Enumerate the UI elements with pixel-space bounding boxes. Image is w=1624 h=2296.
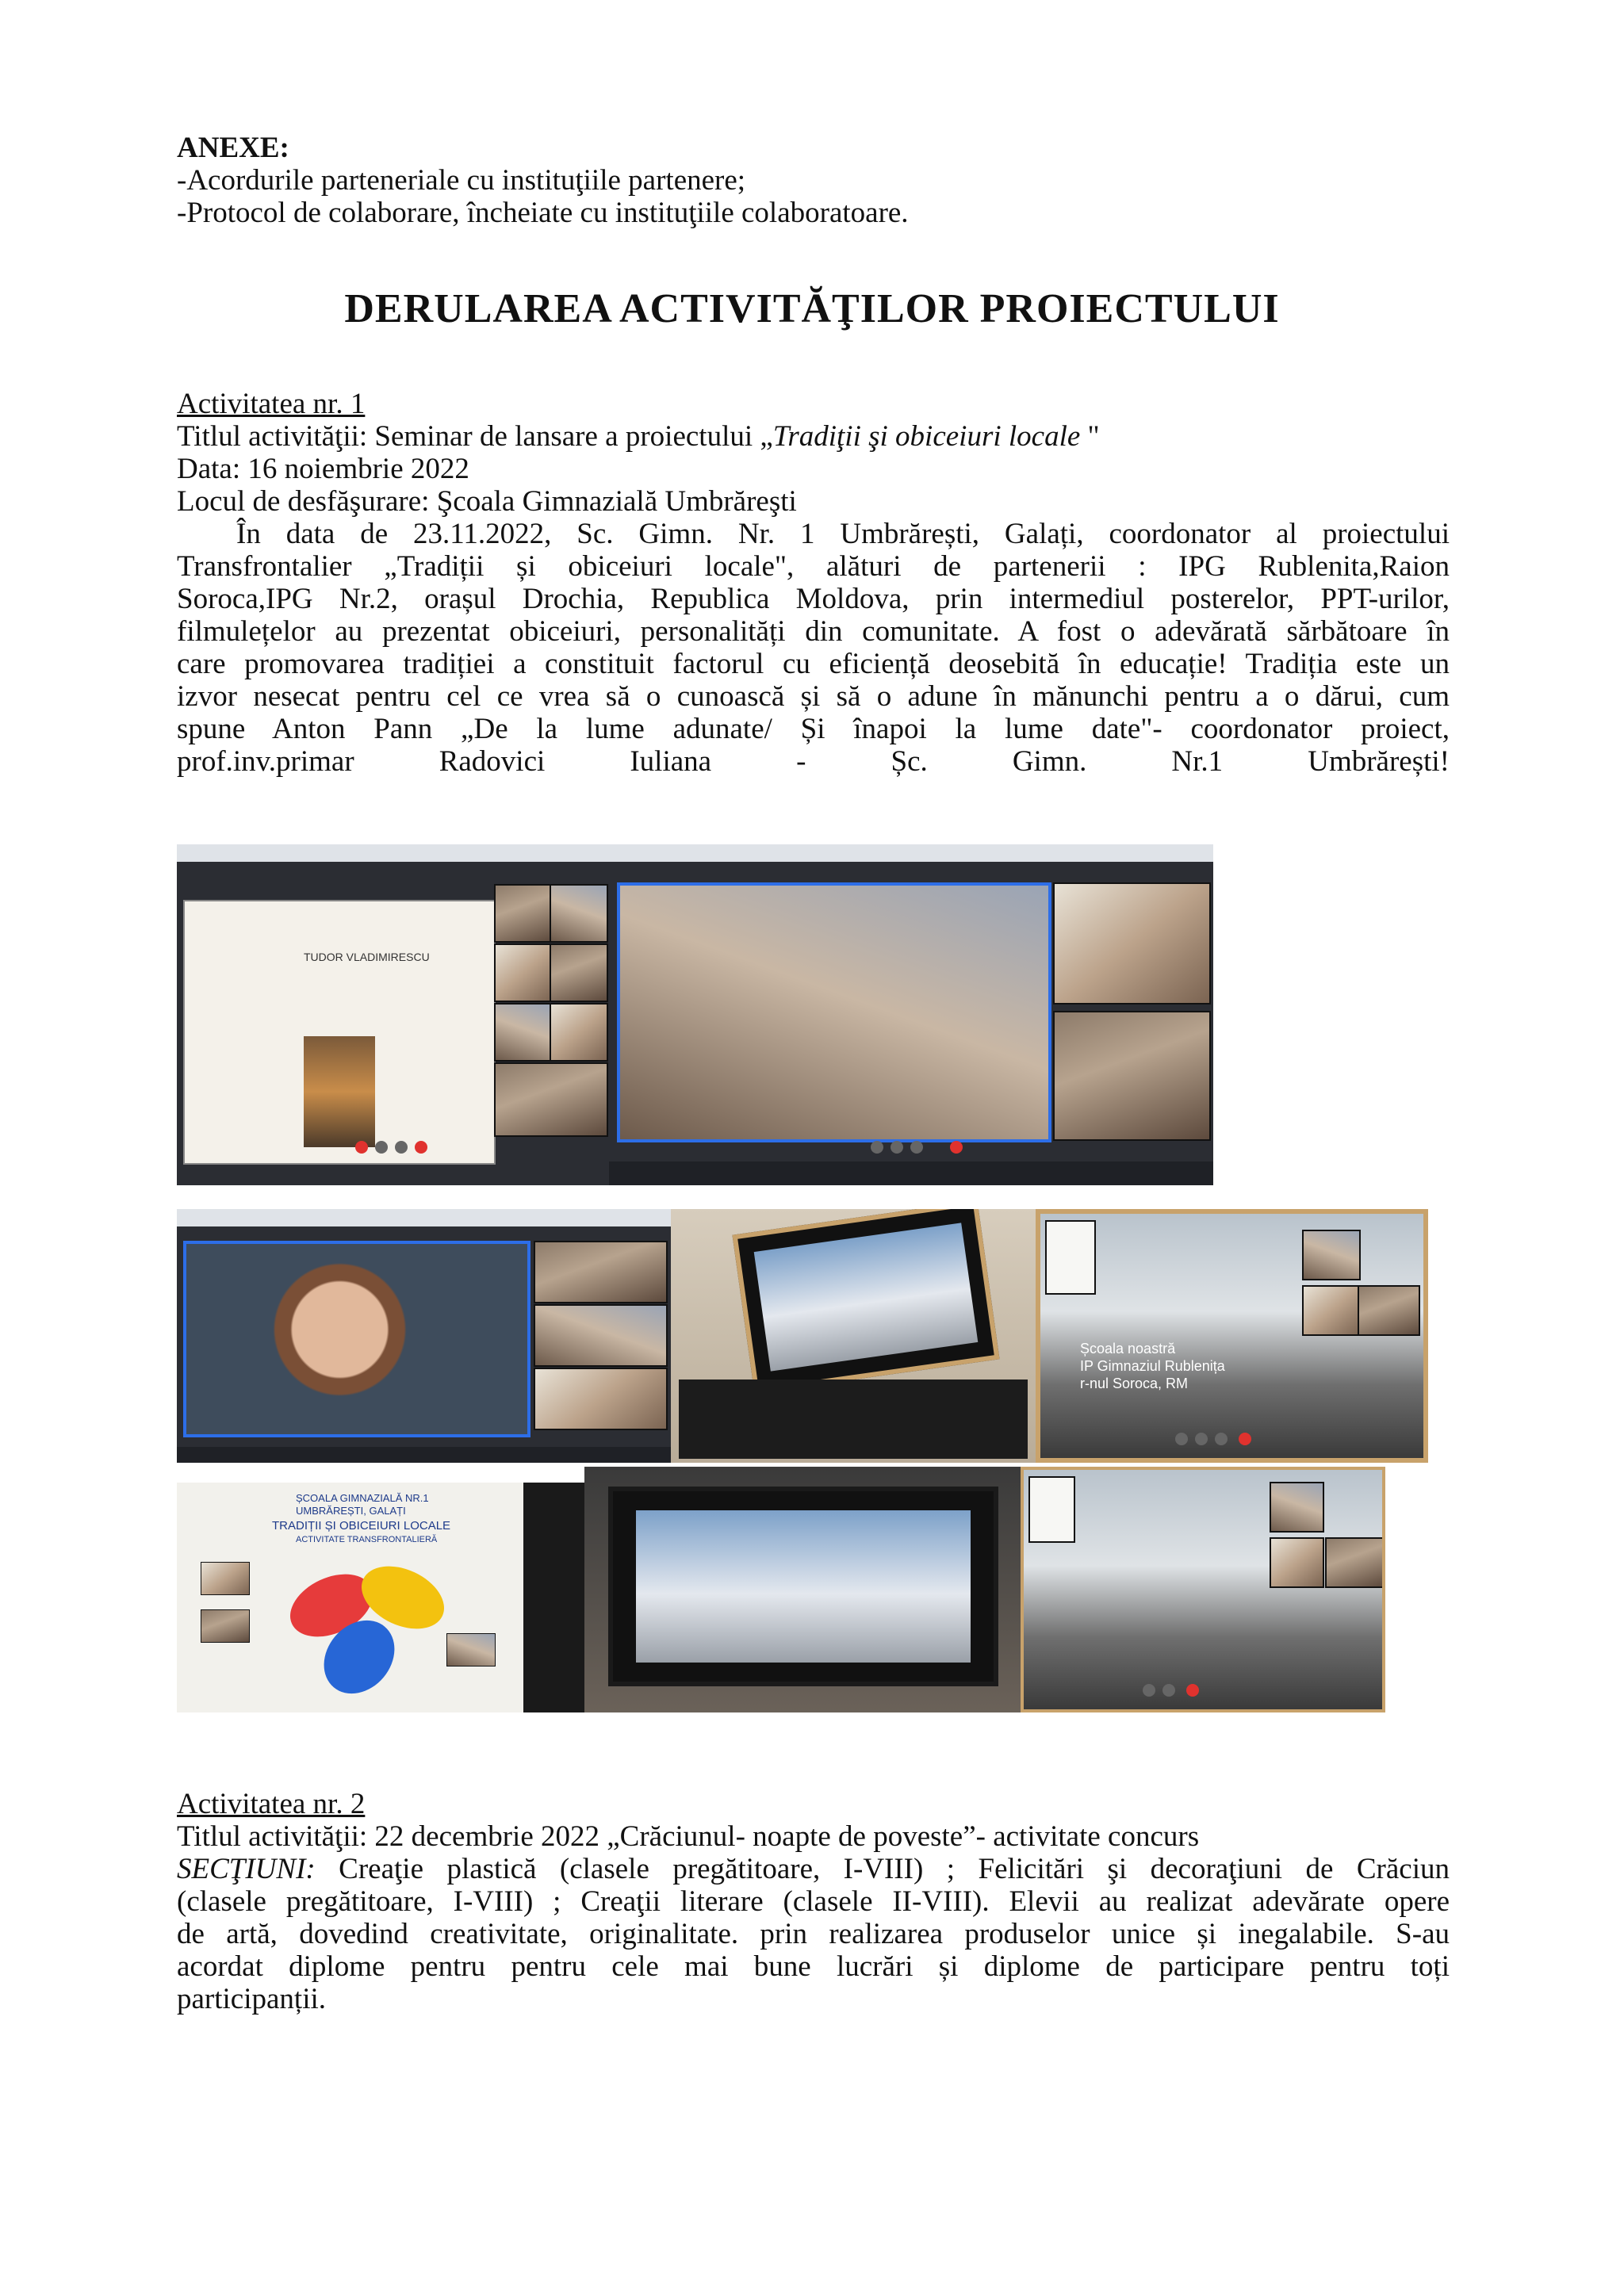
activity-1-location: Locul de desfăşurare: Şcoala Gimnazială Umbrăreşti — [177, 485, 797, 518]
video-call-screenshot-right — [609, 844, 1213, 1185]
activity-1-date: Data: 16 noiembrie 2022 — [177, 453, 469, 485]
slide-caption: TUDOR VLADIMIRESCU — [304, 951, 430, 963]
description-line: Transfrontalier „Tradiții și obiceiuri locale", alături de partenerii : IPG Rublenita,Raion — [177, 550, 1450, 583]
section-title: DERULAREA ACTIVITĂŢILOR PROIECTULUI — [344, 286, 1280, 331]
description-line: de artă, dovedind creativitate, originalitate. prin realizarea produselor unice și inegalabile. S-au — [177, 1918, 1450, 1950]
participant-tile — [494, 1062, 608, 1137]
participant-tile — [1358, 1285, 1420, 1336]
activity-1-block — [177, 388, 1450, 778]
school-presentation-photo — [1036, 1209, 1428, 1463]
activity-2-sections: SECŢIUNI: Creaţie plastică (clasele pregătitoare, I-VIII) ; Felicitări şi decoraţiuni de Crăciun — [177, 1853, 1450, 1885]
project-logo — [1028, 1476, 1075, 1543]
video-call-screenshot-left — [177, 844, 609, 1185]
participant-tile — [534, 1368, 668, 1430]
sections-label: SECŢIUNI: — [177, 1853, 316, 1885]
annexes-heading: ANEXE: — [177, 132, 289, 164]
school-presentation-photo-2 — [1021, 1467, 1385, 1712]
description-line: participanții. — [177, 1983, 327, 2015]
description-line: Soroca,IPG Nr.2, orașul Drochia, Republica Moldova, prin intermediul posterelor, PPT-urilor, — [177, 583, 1450, 615]
activity-1-title-italic: Tradiţii şi obiceiuri locale — [772, 420, 1081, 453]
description-line: În data de 23.11.2022, Sc. Gimn. Nr. 1 Umbrărești, Galați, coordonator al proiectului — [236, 518, 1450, 550]
school-caption-3: r-nul Soroca, RM — [1080, 1376, 1189, 1391]
teacher-video-call-screenshot — [177, 1209, 671, 1463]
annexes-block — [177, 132, 1450, 229]
annex-item: -Acordurile parteneriale cu instituţiile partenere; — [177, 164, 746, 197]
activity-1-label: Activitatea nr. 1 — [177, 388, 366, 420]
activity-1-description — [177, 518, 1450, 778]
portrait-image — [304, 1036, 375, 1147]
blackboard — [679, 1380, 1028, 1459]
description-line: (clasele pregătitoare, I-VIII) ; Creaţii literare (clasele II-VIII). Elevii au realizat adevărate opere — [177, 1885, 1450, 1918]
participant-tile — [494, 1003, 553, 1062]
presentation-slide — [183, 900, 496, 1165]
poster-title-1: ȘCOALA GIMNAZIALĂ NR.1 — [296, 1492, 429, 1504]
poster-title-3: TRADIȚII ȘI OBICEIURI LOCALE — [272, 1519, 451, 1533]
classroom-monitor-photo — [584, 1467, 1021, 1712]
participant-tile — [550, 943, 608, 1002]
participant-tile — [494, 884, 553, 943]
activity-2-block — [177, 1788, 1450, 2015]
project-logo — [1045, 1220, 1096, 1295]
participant-tile — [550, 884, 608, 943]
description-line: filmulețelor au prezentat obiceiuri, personalități din comunitate. A fost o adevărată sărbătoare în — [177, 615, 1450, 648]
annex-item: -Protocol de colaborare, încheiate cu instituţiile colaboratoare. — [177, 197, 909, 229]
participant-tile — [1302, 1285, 1361, 1336]
classroom-screen-photo — [671, 1209, 1036, 1463]
activity-2-label: Activitatea nr. 2 — [177, 1788, 366, 1820]
participant-tile — [534, 1241, 668, 1303]
participant-tile — [1053, 1011, 1211, 1141]
description-line: spune Anton Pann „De la lume adunate/ Și înapoi la lume date"- coordonator proiect, — [177, 713, 1450, 745]
description-line: care promovarea tradiției a constituit factorul cu eficiență deosebită în educație! Tradiția este un — [177, 648, 1450, 680]
poster-title-4: ACTIVITATE TRANSFRONTALIERĂ — [296, 1535, 438, 1544]
participant-tile — [1270, 1482, 1324, 1533]
activity-1-title: Titlul activităţii: Seminar de lansare a proiectului „Tradiţii şi obiceiuri locale " — [177, 420, 1100, 453]
description-line: acordat diplome pentru pentru cele mai bune lucrări și diplome de participare pentru toți — [177, 1950, 1450, 1983]
participant-tile — [1325, 1537, 1384, 1588]
participant-tile — [494, 943, 553, 1002]
participant-tile — [1302, 1230, 1361, 1280]
participant-tile — [1270, 1537, 1324, 1588]
poster-photo — [201, 1562, 250, 1595]
poster-photo — [446, 1633, 496, 1667]
description-line: izvor nesecat pentru cel ce vrea să o cunoască și să o adune în mănunchi pentru a o dărui, cum — [177, 680, 1450, 713]
poster-photo — [201, 1609, 250, 1643]
poster-title-2: UMBRĂREȘTI, GALAȚI — [296, 1505, 406, 1517]
description-line: prof.inv.primar Radovici Iuliana - Șc. Gimn. Nr.1 Umbrărești! — [177, 745, 1450, 778]
activity-2-title: Titlul activităţii: 22 decembrie 2022 „Crăciunul- noapte de poveste”- activitate concurs — [177, 1820, 1200, 1853]
project-poster-photo — [177, 1483, 584, 1712]
classroom-main-video — [617, 882, 1051, 1142]
school-caption-2: IP Gimnaziul Rublenița — [1080, 1358, 1225, 1374]
wall-monitor — [732, 1209, 999, 1394]
school-caption-1: Școala noastră — [1080, 1341, 1176, 1357]
participant-tile — [534, 1304, 668, 1367]
teacher-video — [183, 1241, 530, 1437]
participant-tile — [550, 1003, 608, 1062]
participant-tile — [1053, 882, 1211, 1004]
monitor — [608, 1487, 998, 1686]
